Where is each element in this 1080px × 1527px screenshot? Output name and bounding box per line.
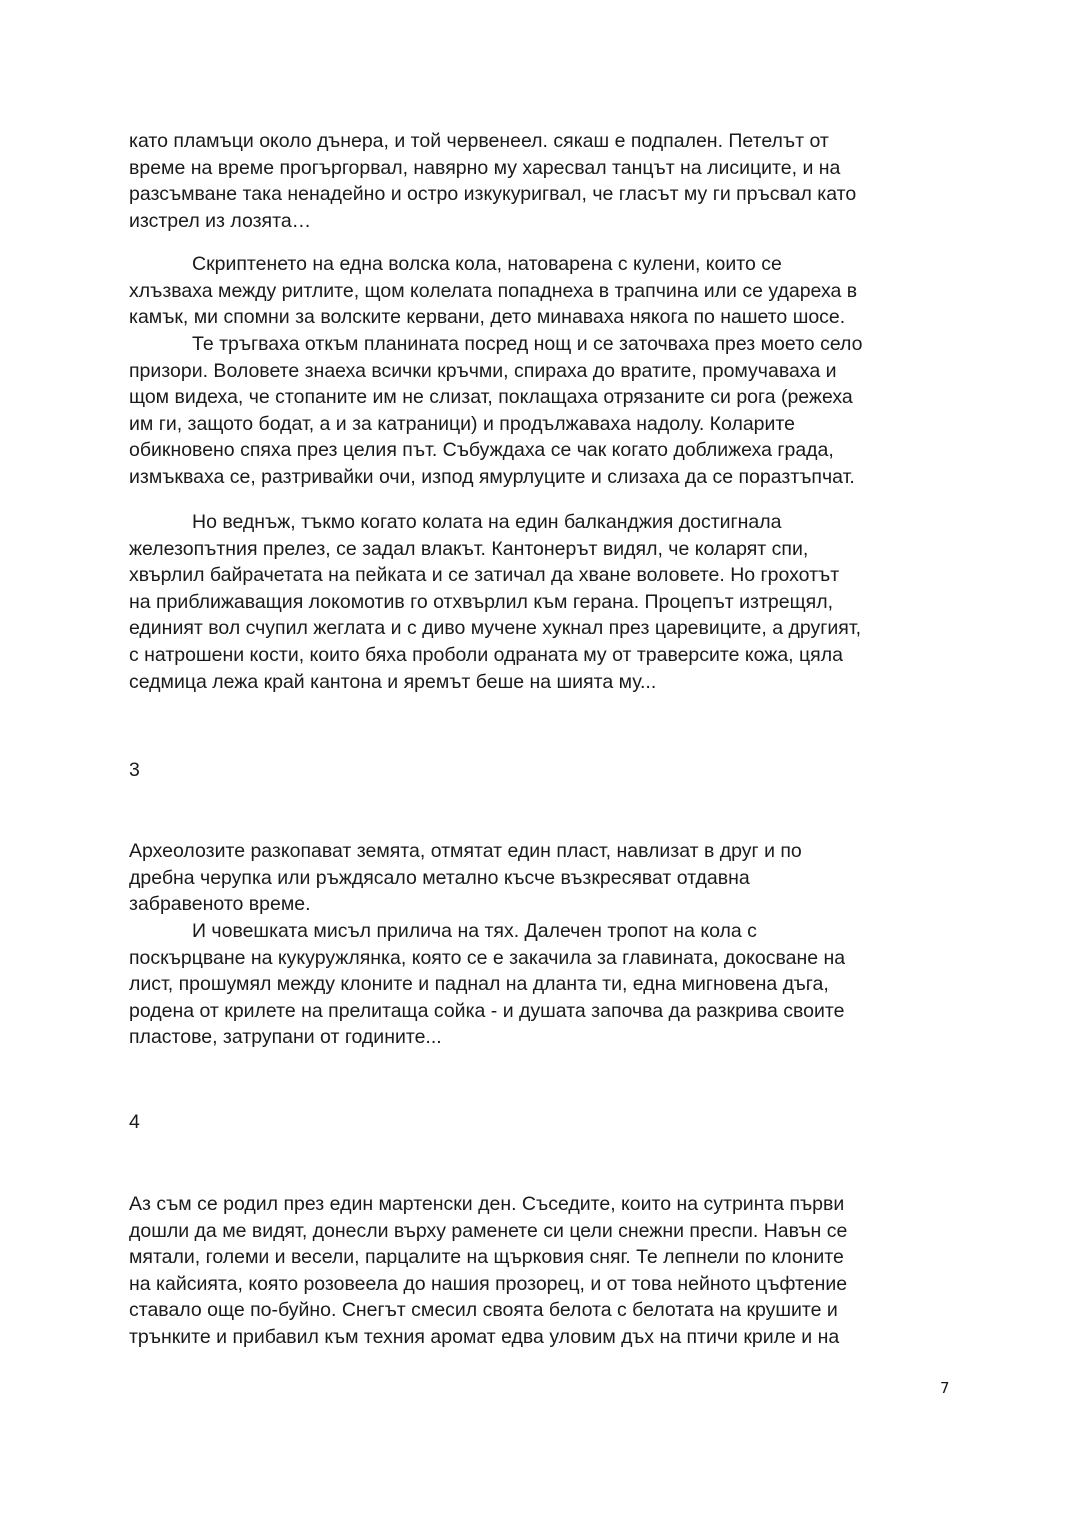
section-number: 4 (129, 1111, 140, 1133)
text-line: хлъзваха между ритлите, щом колелата попаднеха в трапчина или се удареха в (129, 279, 858, 302)
text-line: като пламъци около дънера, и той червенеел. сякаш е подпален. Петелът от (129, 130, 829, 152)
section-number: 3 (129, 759, 140, 781)
text-line: мятали, големи и весели, парцалите на щърковия сняг. Те лепнели по клоните (129, 1246, 844, 1269)
text-line: И човешката мисъл прилича на тях. Далечен тропот на кола с (192, 920, 757, 942)
text-line: седмица лежа край кантона и яремът беше на шията му... (129, 670, 657, 693)
text-line: поскърцване на кукуружлянка, която се е закачила за главината, докосване на (129, 946, 846, 969)
text-line: измъкваха се, разтривайки очи, изпод ямурлуците и слизаха да се поразтъпчат. (129, 466, 855, 488)
text-line: хвърлил байрачетата на пейката и се затичал да хване воловете. Но грохотът (129, 564, 840, 587)
text-line: на приближаващия локомотив го отхвърлил към герана. Процепът изтрещял, (129, 590, 833, 613)
text-line: дошли да ме видят, донесли върху раменете си цели снежни преспи. Навън се (129, 1219, 848, 1242)
text-line: призори. Воловете знаеха всички кръчми, спираха до вратите, промучаваха и (129, 359, 837, 382)
text-line: изстрел из лозята… (129, 209, 312, 232)
text-line: забравеното време. (129, 893, 311, 916)
text-line: родена от крилете на прелитаща сойка - и душата започва да разкрива своите (129, 999, 845, 1022)
text-line: камък, ми спомни за волските кервани, дето минаваха някога по нашето шосе. (129, 306, 846, 329)
text-line: обикновено спяха през целия път. Събуждаха се чак когато доближеха града, (129, 439, 834, 462)
text-line: Те тръгваха откъм планината посред нощ и се заточваха през моето село (192, 333, 863, 355)
text-line: Аз съм се родил през един мартенски ден. Съседите, които на сутринта първи (129, 1193, 845, 1215)
text-line: на кайсията, която розовеела до нашия прозорец, и от това нейното цъфтение (129, 1272, 848, 1295)
text-line: Скриптенето на една волска кола, натоварена с кулени, които се (192, 253, 782, 275)
page-number: 7 (940, 1379, 950, 1397)
text-line: време на време прогъргорвал, навярно му харесвал танцът на лисиците, и на (129, 156, 841, 179)
text-line: ставало още по-буйно. Снегът смесил своята белота с белотата на крушите и (129, 1299, 838, 1322)
text-line: Но веднъж, тъкмо когато колата на един балканджия достигнала (192, 511, 782, 533)
text-line: лист, прошумял между клоните и паднал на дланта ти, една мигновена дъга, (129, 973, 829, 996)
text-line: пластове, затрупани от годините... (129, 1026, 442, 1049)
text-line: дребна черупка или ръждясало метално късче възкресяват отдавна (129, 866, 750, 889)
text-line: щом видеха, че стопаните им не слизат, поклащаха отрязаните си рога (режеха (129, 386, 853, 409)
text-line: им ги, защото бодат, а и за катраници) и продължаваха надолу. Коларите (129, 412, 795, 435)
text-line: железопътния прелез, се задал влакът. Кантонерът видял, че коларят спи, (129, 537, 809, 560)
text-line: единият вол счупил жеглата и с диво мучене хукнал през царевиците, а другият, (129, 617, 862, 640)
text-line: с натрошени кости, които бяха проболи одраната му от траверсите кожа, цяла (129, 644, 843, 666)
text-line: Археолозите разкопават земята, отмятат един пласт, навлизат в друг и по (129, 840, 802, 862)
text-line: разсъмване така ненадейно и остро изкукуригвал, че гласът му ги пръсвал като (129, 183, 857, 206)
text-line: трънките и прибавил към техния аромат едва уловим дъх на птичи криле и на (129, 1326, 840, 1348)
